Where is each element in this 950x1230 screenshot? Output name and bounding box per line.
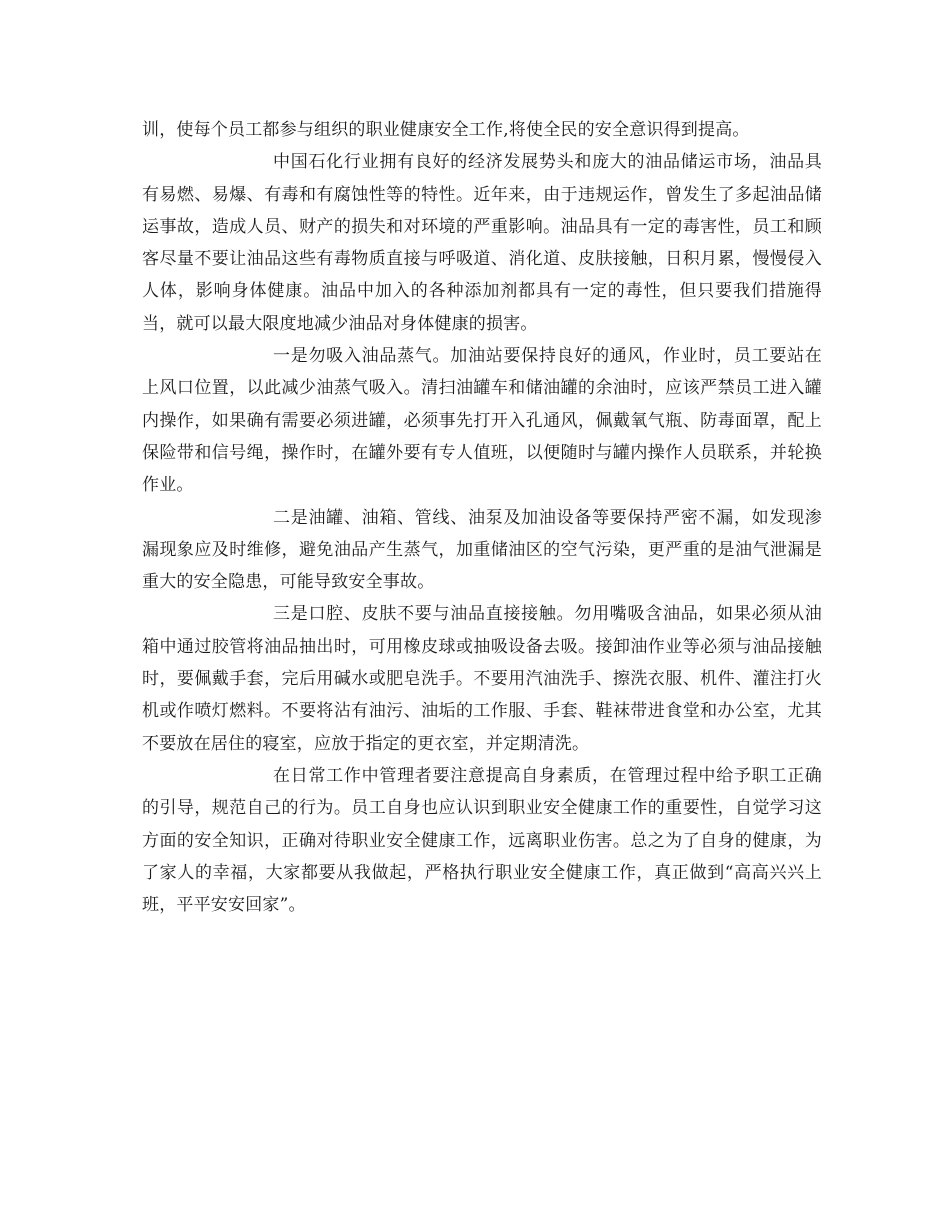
paragraph-industry-intro: 中国石化行业拥有良好的经济发展势头和庞大的油品储运市场，油品具有易燃、易爆、有毒和有腐蚀性等的特性。近年来，由于违规运作，曾发生了多起油品储运事故，造成人员、财产的损失和对环境的严重影响。油品具有一定的毒害性，员工和顾客尽量不要让油品这些有毒物质直接与呼吸道、消化道、皮肤接触，日积月累，慢慢侵入人体，影响身体健康。油品中加入的各种添加剂都具有一定的毒性，但只要我们措施得当，就可以最大限度地减少油品对身体健康的损害。 — [142, 152, 822, 334]
paragraph-conclusion: 在日常工作中管理者要注意提高自身素质，在管理过程中给予职工正确的引导，规范自己的行为。员工自身也应认识到职业安全健康工作的重要性，自觉学习这方面的安全知识，正确对待职业安全健康工作，远离职业伤害。总之为了自身的健康，为了家人的幸福，大家都要从我做起，严格执行职业安全健康工作，真正做到“高高兴兴上班，平平安安回家”。 — [142, 765, 822, 916]
paragraph-vapor-safety: 一是勿吸入油品蒸气。加油站要保持良好的通风，作业时，员工要站在上风口位置，以此减少油蒸气吸入。清扫油罐车和储油罐的余油时，应该严禁员工进入罐内操作，如果确有需要必须进罐，必须事先打开入孔通风，佩戴氧气瓶、防毒面罩，配上保险带和信号绳，操作时，在罐外要有专人值班，以便随时与罐内操作人员联系，并轮换作业。 — [142, 346, 822, 496]
paragraph-equipment-sealing: 二是油罐、油箱、管线、油泵及加油设备等要保持严密不漏，如发现渗漏现象应及时维修，避免油品产生蒸气，加重储油区的空气污染，更严重的是油气泄漏是重大的安全隐患，可能导致安全事故。 — [142, 507, 822, 593]
paragraph-skin-contact: 三是口腔、皮肤不要与油品直接接触。勿用嘴吸含油品，如果必须从油箱中通过胶管将油品抽出时，可用橡皮球或抽吸设备去吸。接卸油作业等必须与油品接触时，要佩戴手套，完后用碱水或肥皂洗手。不要用汽油洗手、擦洗衣服、机件、灌注打火机或作喷灯燃料。不要将沾有油污、油垢的工作服、手套、鞋袜带进食堂和办公室，尤其不要放在居住的寝室，应放于指定的更衣室，并定期清洗。 — [142, 604, 822, 754]
document-body — [142, 114, 822, 921]
paragraph-continuation: 训，使每个员工都参与组织的职业健康安全工作,将使全民的安全意识得到提高。 — [142, 120, 750, 140]
